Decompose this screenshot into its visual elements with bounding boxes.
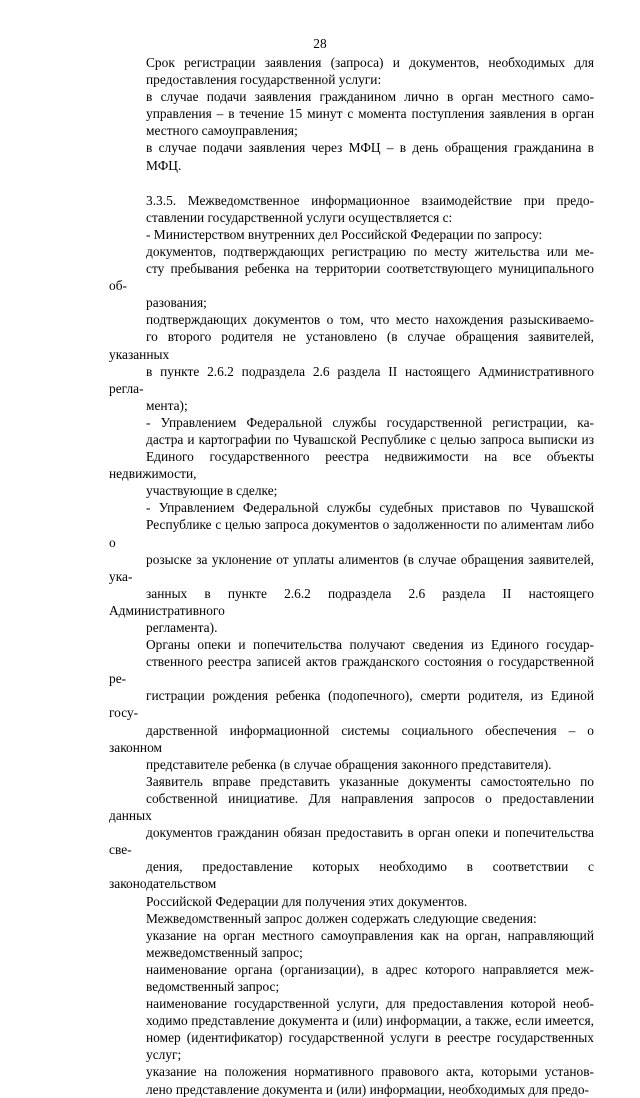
text-line: МФЦ. xyxy=(146,157,182,173)
text-line: гистрации рождения ребенка (подопечного), смерти родителя, из Единой госу- xyxy=(109,688,594,721)
text-line: разования; xyxy=(146,295,207,311)
paragraph xyxy=(109,243,594,311)
text-line: занных в пункте 2.6.2 подраздела 2.6 раздела II настоящего Административного xyxy=(109,585,594,618)
paragraph xyxy=(109,414,594,499)
text-line: ственного реестра записей актов гражданского состояния о государственной ре- xyxy=(109,654,594,687)
text-line: ходимо представление документа и (или) информации, а также, если имеется, xyxy=(146,1013,594,1029)
text-line: в случае подачи заявления через МФЦ – в день обращения гражданина в xyxy=(146,140,594,156)
text-line: наименование государственной услуги, для предоставления которой необ- xyxy=(146,996,594,1012)
text-line: в случае подачи заявления гражданином лично в орган местного само- xyxy=(146,89,594,105)
text-line: предоставления государственной услуги: xyxy=(146,72,382,88)
text-line: Заявитель вправе представить указанные документы самостоятельно по xyxy=(146,773,594,789)
text-line: местного самоуправления; xyxy=(146,123,298,139)
text-line: дастра и картографии по Чувашской Республике с целью запроса выписки из xyxy=(146,431,594,447)
text-line: 3.3.5. Межведомственное информационное взаимодействие при предо- xyxy=(146,192,594,208)
text-line: подтверждающих документов о том, что место нахождения разыскиваемо- xyxy=(146,312,594,328)
text-line: в пункте 2.6.2 подраздела 2.6 раздела II настоящего Административного регла- xyxy=(109,363,594,396)
text-line: ставлении государственной услуги осуществляется с: xyxy=(146,209,453,225)
text-line: документов, подтверждающих регистрацию по месту жительства или ме- xyxy=(146,243,594,259)
paragraph xyxy=(109,773,594,910)
text-line: Срок регистрации заявления (запроса) и документов, необходимых для xyxy=(146,55,594,70)
text-line: управления – в течение 15 минут с момента поступления заявления в орган xyxy=(146,106,594,122)
paragraph xyxy=(109,311,594,414)
text-line: наименование органа (организации), в адрес которого направляется меж- xyxy=(146,961,594,977)
text-line: указание на положения нормативного правового акта, которыми установ- xyxy=(146,1064,594,1080)
text-line: - Управлением Федеральной службы судебных приставов по Чувашской xyxy=(146,500,594,516)
text-line: лено представление документа и (или) информации, необходимых для предо- xyxy=(146,1081,590,1097)
text-line: межведомственный запрос; xyxy=(146,944,303,960)
text-line: Российской Федерации для получения этих документов. xyxy=(146,893,468,909)
text-line: указание на орган местного самоуправления как на орган, направляющий xyxy=(146,927,594,943)
text-line: мента); xyxy=(146,397,188,413)
text-line: регламента). xyxy=(146,620,218,635)
page-number: 28 xyxy=(313,36,327,51)
paragraph xyxy=(109,1063,594,1097)
paragraph xyxy=(109,88,594,139)
paragraph xyxy=(109,910,594,927)
text-line: Межведомственный запрос должен содержать следующие сведения: xyxy=(146,910,537,926)
paragraph xyxy=(109,927,594,961)
text-line: собственной инициативе. Для направления запросов о предоставлении данных xyxy=(109,790,594,824)
text-line: услуг; xyxy=(146,1047,182,1063)
paragraph xyxy=(109,139,594,173)
text-line: - Министерством внутренних дел Российской Федерации по запросу: xyxy=(146,226,543,242)
document-body xyxy=(109,54,594,1098)
paragraph xyxy=(109,54,594,88)
text-line: Органы опеки и попечительства получают сведения из Единого государ- xyxy=(146,637,594,653)
paragraph xyxy=(109,995,594,1063)
paragraph xyxy=(109,499,594,636)
text-line: участвующие в сделке; xyxy=(146,483,278,499)
text-line: документов гражданин обязан предоставить в орган опеки и попечительства све- xyxy=(109,825,594,858)
text-line: представителе ребенка (в случае обращения законного представителя). xyxy=(146,756,552,772)
text-line: розыске за уклонение от уплаты алиментов (в случае обращения заявителей, ука- xyxy=(109,551,594,584)
text-line: дения, предоставление которых необходимо в соответствии с законодательством xyxy=(109,859,594,892)
text-line: ведомственный запрос; xyxy=(146,978,280,994)
text-line: номер (идентификатор) государственной услуги в реестре государственных xyxy=(146,1030,594,1046)
text-line: сту пребывания ребенка на территории соответствующего муниципального об- xyxy=(109,261,594,294)
text-line: го второго родителя не установлено (в случае обращения заявителей, указанных xyxy=(109,329,594,362)
text-line: дарственной информационной системы социального обеспечения – о законном xyxy=(109,722,594,755)
paragraph xyxy=(109,192,594,226)
text-line: Единого государственного реестра недвижимости на все объекты недвижимости, xyxy=(109,449,594,482)
paragraph xyxy=(109,636,594,773)
paragraph xyxy=(109,961,594,995)
text-line: - Управлением Федеральной службы государственной регистрации, ка- xyxy=(146,414,594,430)
paragraph xyxy=(109,226,594,243)
text-line: Республике с целью запроса документов о задолженности по алиментам либо о xyxy=(109,517,594,550)
